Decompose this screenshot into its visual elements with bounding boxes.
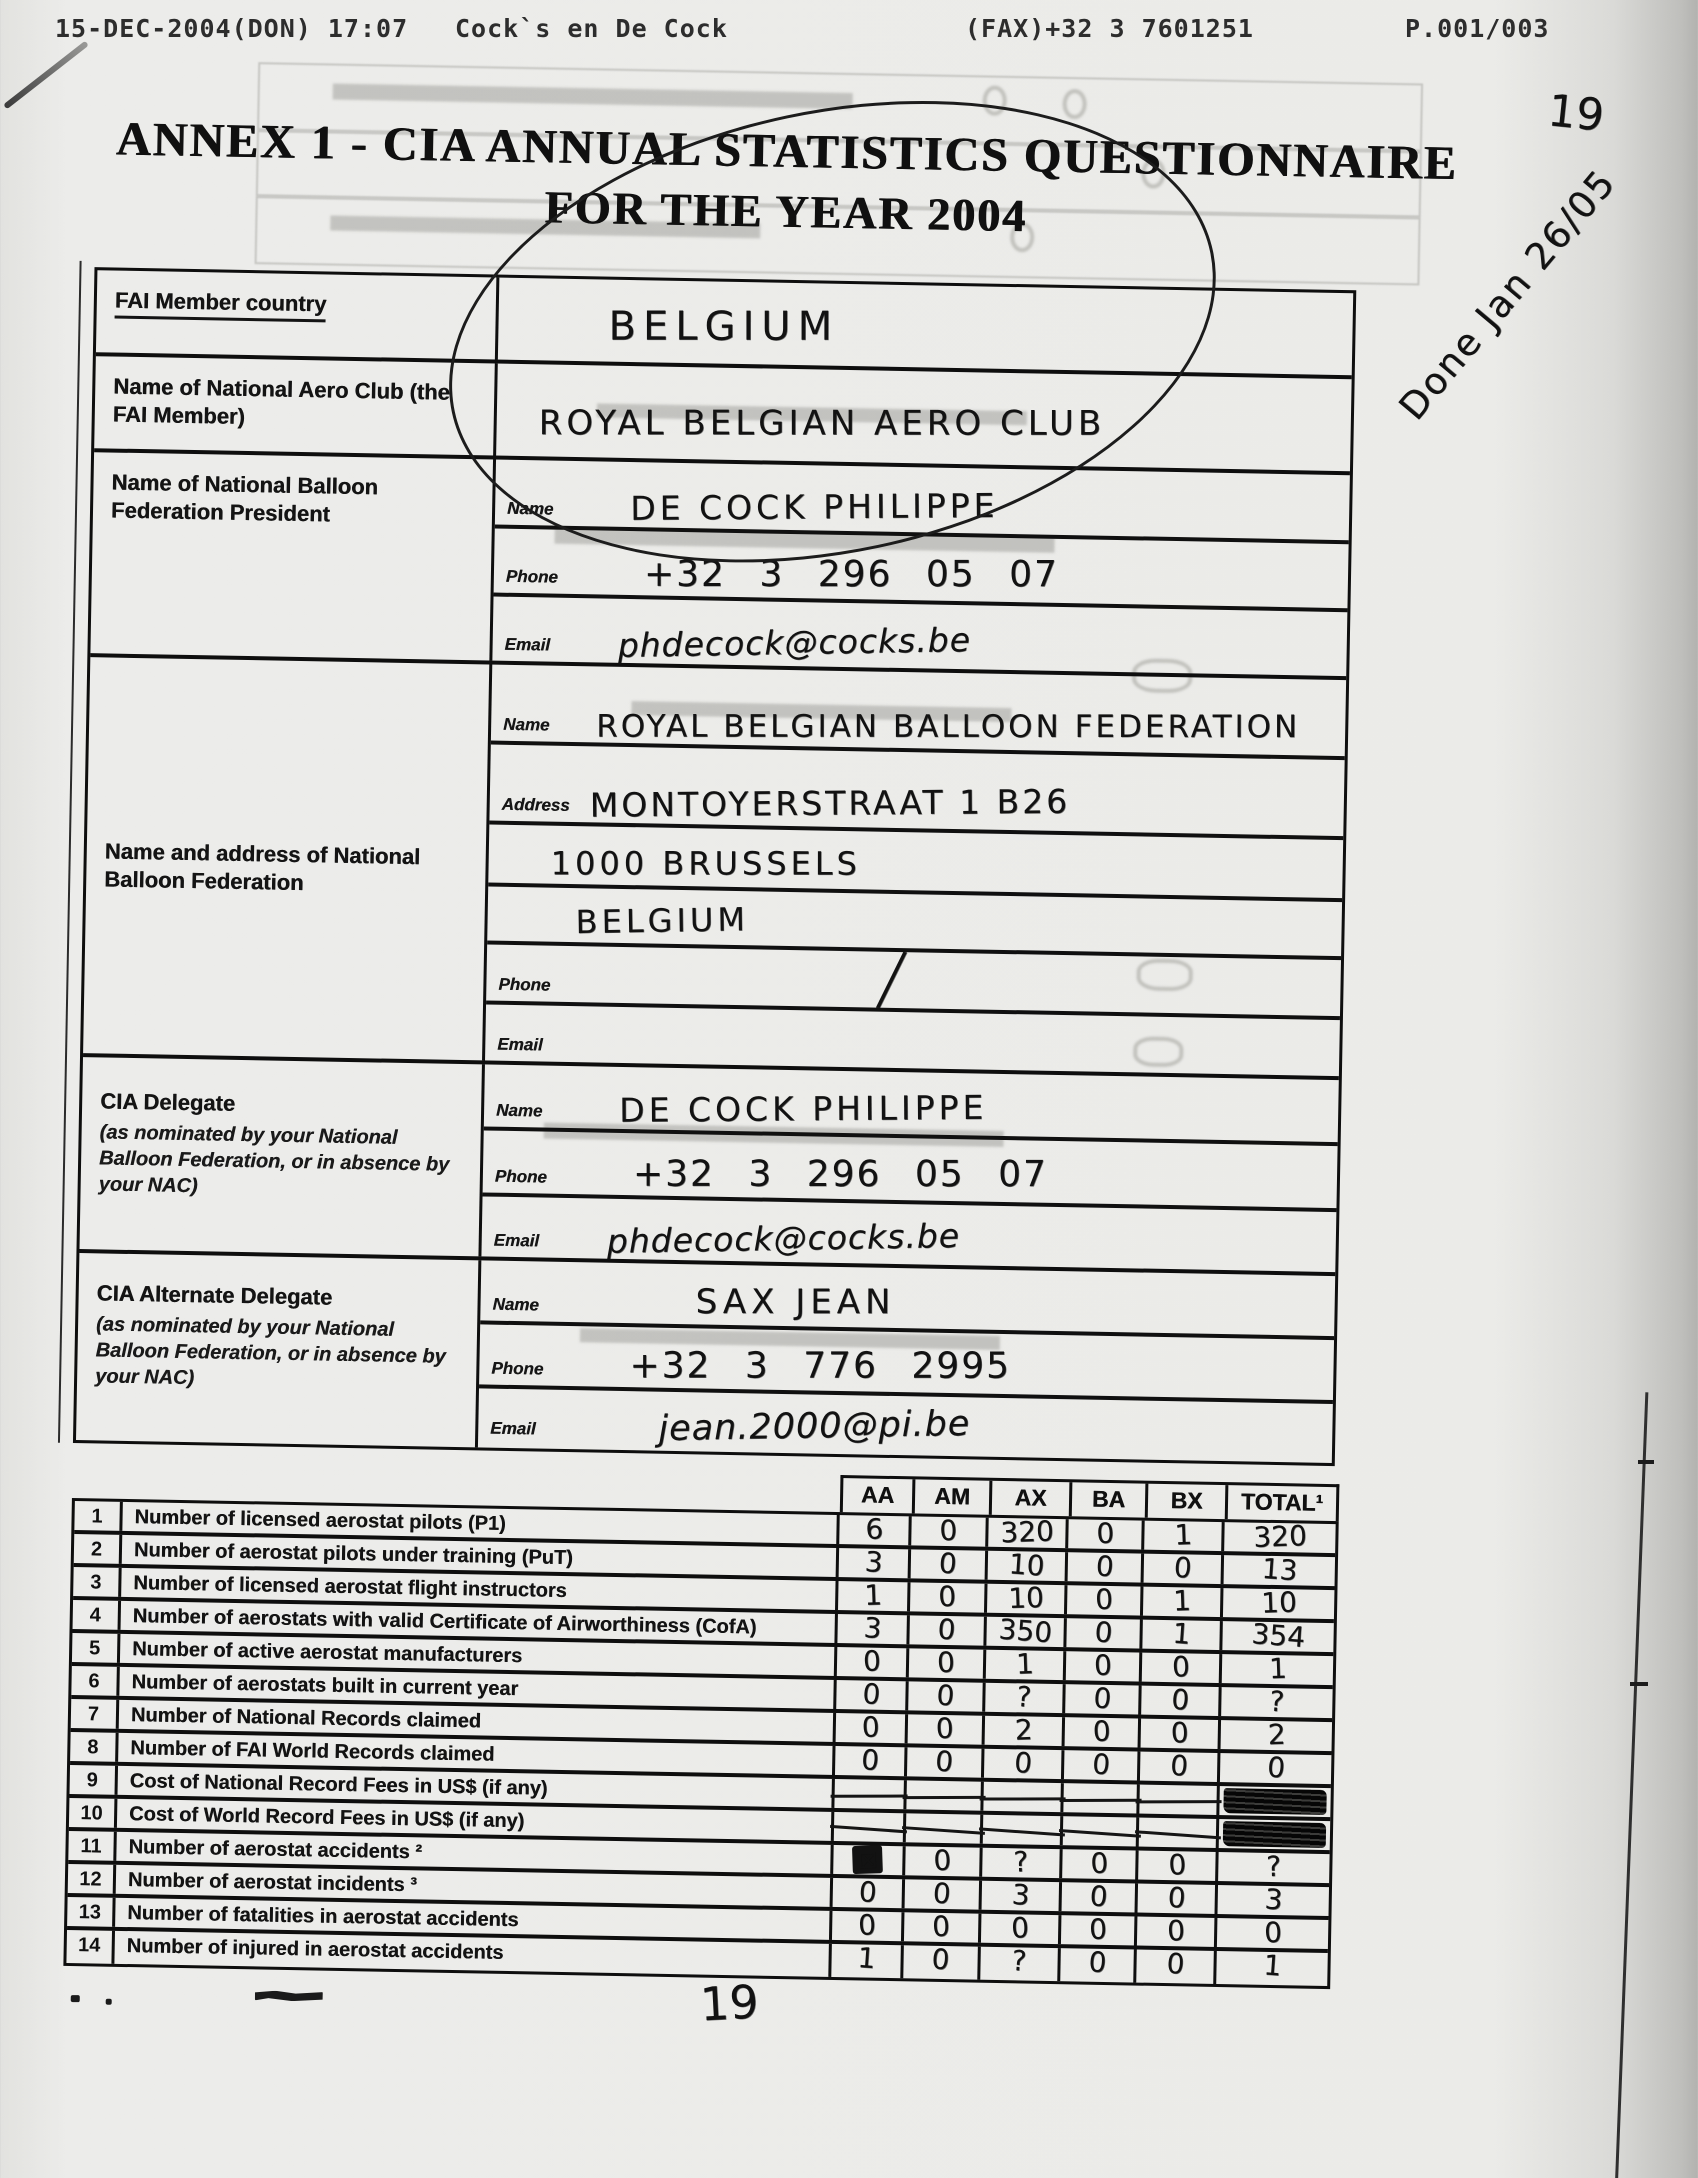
row-label: Number of active aerostat manufacturers: [120, 1634, 837, 1676]
stats-body: [63, 1498, 1338, 1989]
row-label: Cost of National Record Fees in US$ (if any): [118, 1766, 835, 1808]
subfield-label: Name: [495, 1100, 543, 1121]
statistics-table: [63, 1461, 1339, 1989]
handwritten-president-name: DE COCK PHILIPPE: [630, 485, 999, 528]
cell-am: 0: [935, 1678, 956, 1713]
cell-am: 0: [937, 1579, 957, 1614]
cell-am: 0: [934, 1744, 955, 1779]
cell-ax: ?: [1012, 1845, 1029, 1879]
handwritten-alternate-name: SAX JEAN: [695, 1282, 896, 1323]
cell-total: ?: [1265, 1849, 1282, 1884]
subfield-label: Email: [497, 1034, 543, 1055]
cell-ba: 0: [1088, 1912, 1108, 1947]
cell-total: 2: [1266, 1717, 1286, 1752]
row-number: 1: [74, 1501, 123, 1531]
fold-tick-mark: [1638, 1460, 1654, 1464]
handwritten-president-email: phdecock@cocks.be: [617, 620, 972, 665]
cell-am: 0: [931, 1909, 951, 1944]
cell-aa: 0: [857, 1875, 878, 1910]
row-label: Number of licensed aerostat flight instructors: [121, 1568, 838, 1610]
handwritten-delegate-email: phdecock@cocks.be: [606, 1216, 961, 1261]
cell-aa: [831, 1795, 908, 1798]
row-number: 14: [66, 1930, 115, 1964]
cell-bx: 1: [1172, 1584, 1192, 1618]
cell-ba: 0: [1089, 1846, 1109, 1881]
cell-am: 0: [930, 1942, 951, 1977]
handwritten-federation-name: ROYAL BELGIAN BALLOON FEDERATION: [596, 708, 1301, 746]
row-number: 10: [69, 1798, 118, 1828]
cell-bx: 1: [1173, 1518, 1193, 1552]
handwritten-president-phone: +32 3 296 05 07: [643, 553, 1059, 596]
subfield-address: [489, 745, 1344, 841]
subfield-label: Email: [493, 1230, 540, 1251]
field-label: Name of National Balloon Federation President: [110, 469, 379, 527]
subfield-name: [491, 665, 1346, 761]
column-header-bx: BX: [1148, 1484, 1229, 1519]
subfield-label: Address: [501, 794, 570, 815]
cell-aa: 3: [863, 1545, 884, 1580]
row-label: Number of licensed aerostat pilots (P1): [122, 1502, 839, 1544]
cell-aa: 0: [862, 1644, 882, 1678]
cell-aa: 0: [857, 1908, 877, 1942]
handwritten-federation-street: MONTOYERSTRAAT 1 B26: [589, 781, 1071, 825]
handwritten-delegate-name: DE COCK PHILIPPE: [619, 1087, 988, 1130]
column-header-ax: AX: [992, 1481, 1073, 1516]
footer-fragment: [255, 1990, 323, 2001]
cell-ax: 2: [1013, 1713, 1033, 1747]
fax-timestamp: 15-DEC-2004(DON) 17:07: [55, 14, 409, 43]
handwritten-aero-club: ROYAL BELGIAN AERO CLUB: [538, 403, 1106, 444]
fold-tick-mark: [1630, 1682, 1648, 1686]
cell-am: 0: [937, 1546, 958, 1581]
field-label: CIA Delegate: [99, 1088, 236, 1116]
cell-aa: [830, 1825, 907, 1833]
cell-am: 0: [936, 1612, 957, 1647]
cell-ba: [1059, 1829, 1141, 1838]
cell-ba: [1060, 1799, 1142, 1802]
cell-bx: 0: [1166, 1913, 1186, 1948]
cell-ax: 10: [1007, 1547, 1046, 1583]
footer-fragment: [71, 1995, 80, 2002]
subfield-label: Name: [492, 1294, 540, 1315]
column-header-total: TOTAL¹: [1240, 1488, 1324, 1516]
row-number: 2: [74, 1534, 123, 1564]
row-number: 12: [68, 1864, 117, 1894]
subfield-label: Phone: [494, 1166, 548, 1187]
cell-bx: 1: [1171, 1616, 1192, 1651]
row-label: Number of aerostat pilots under training (PuT): [122, 1535, 839, 1577]
fax-number: (FAX)+32 3 7601251: [965, 14, 1254, 43]
handwritten-alternate-email: jean.2000@pi.be: [658, 1403, 971, 1450]
row-label: Number of fatalities in aerostat accidents: [115, 1898, 832, 1940]
row-number: 7: [71, 1699, 120, 1729]
row-label: Number of aerostats built in current year: [119, 1667, 836, 1709]
title-line-1: ANNEX 1 - CIA ANNUAL STATISTICS QUESTIONNAIRE: [115, 112, 1459, 191]
cell-ax: 3: [1010, 1877, 1031, 1912]
subfield-label: Name: [503, 714, 550, 735]
row-label: Number of aerostats with valid Certificate of Airworthiness (CofA): [121, 1601, 838, 1643]
cell-aa: 1: [863, 1578, 883, 1612]
cell-total: 3: [1263, 1882, 1284, 1917]
row-number: 13: [67, 1897, 116, 1927]
handwritten-federation-country: BELGIUM: [575, 900, 750, 942]
form-row-cia-alternate-delegate: [76, 1249, 1335, 1463]
fax-page-counter: P.001/003: [1405, 14, 1550, 43]
cell-bx: 0: [1171, 1650, 1190, 1684]
cell-bx: [1136, 1800, 1222, 1803]
cell-am: 0: [938, 1513, 958, 1548]
cell-ba: 0: [1091, 1681, 1113, 1716]
handwritten-member-country: BELGIUM: [608, 303, 840, 350]
row-label: Number of National Records claimed: [119, 1700, 836, 1742]
row-label: Number of aerostat accidents ²: [116, 1832, 833, 1874]
cell-am: [902, 1826, 985, 1835]
row-number: 8: [70, 1732, 119, 1762]
cell-total: 13: [1260, 1551, 1299, 1588]
cell-ax: ?: [1015, 1679, 1033, 1714]
cell-ax: 10: [1007, 1580, 1045, 1616]
column-header-ba: BA: [1072, 1482, 1149, 1517]
column-header-aa: AA: [843, 1478, 916, 1513]
cell-total: 0: [1263, 1915, 1283, 1950]
cell-bx: 0: [1167, 1847, 1187, 1882]
cell-total: 1: [1262, 1948, 1283, 1983]
cell-ax: 320: [999, 1514, 1055, 1550]
row-number: 5: [72, 1633, 121, 1663]
cell-ax: [980, 1797, 1066, 1800]
row-number: 3: [73, 1567, 122, 1597]
subfield-label: Phone: [491, 1358, 544, 1379]
cell-bx: 0: [1169, 1682, 1190, 1717]
cell-ba: 0: [1088, 1879, 1109, 1914]
cell-ba: 0: [1094, 1582, 1114, 1617]
cell-bx: [1135, 1830, 1221, 1839]
title-line-2: FOR THE YEAR 2004: [543, 181, 1028, 242]
handwritten-federation-city: 1000 BRUSSELS: [550, 844, 861, 883]
cell-aa: 1: [856, 1941, 877, 1976]
cell-ax: 0: [1010, 1911, 1030, 1945]
row-number: 4: [73, 1600, 122, 1630]
cell-aa: 6: [864, 1512, 884, 1546]
cell-ba: 0: [1093, 1648, 1112, 1683]
cell-bx: 0: [1165, 1946, 1186, 1981]
cell-ba: 0: [1091, 1714, 1111, 1749]
cell-total: 0: [1265, 1750, 1286, 1785]
form-row-federation-address: [83, 653, 1346, 1076]
cell-total: ?: [1268, 1684, 1286, 1719]
cell-ax: ?: [1010, 1943, 1028, 1978]
cell-ax: 1: [1015, 1647, 1034, 1681]
cell-bx: 0: [1168, 1748, 1189, 1783]
handwritten-done-note: Done Jan 26/05: [1390, 161, 1625, 429]
cell-ax: [979, 1827, 1065, 1836]
cell-bx: 0: [1169, 1716, 1189, 1750]
cell-aa: 0: [860, 1677, 882, 1712]
row-number: 11: [68, 1831, 117, 1861]
column-header-am: AM: [915, 1479, 993, 1514]
subfield-label: Email: [490, 1418, 536, 1439]
cell-aa: 0: [859, 1743, 880, 1778]
field-label: CIA Alternate Delegate: [96, 1280, 333, 1310]
cell-ax: 350: [997, 1612, 1054, 1650]
handwritten-alternate-phone: +32 3 776 2995: [629, 1345, 1012, 1387]
row-label: Cost of World Record Fees in US$ (if any): [117, 1799, 834, 1841]
handwritten-page-number-bottom: 19: [698, 1974, 760, 2032]
row-label: Number of injured in aerostat accidents: [114, 1931, 831, 1977]
subfield-label: Phone: [498, 974, 551, 995]
cell-ba: 0: [1093, 1615, 1114, 1650]
field-label: Name and address of National Balloon Federation: [104, 838, 421, 895]
subfield-label: Name: [506, 498, 554, 519]
cell-total: 10: [1260, 1585, 1298, 1620]
cell-ba: 0: [1095, 1516, 1115, 1551]
subfield-label: Phone: [505, 566, 559, 587]
form-row-cia-delegate: [79, 1053, 1338, 1272]
row-number: 9: [70, 1765, 119, 1795]
row-label: Number of FAI World Records claimed: [118, 1733, 835, 1775]
subfield-label: Email: [504, 634, 551, 655]
cell-ba: 0: [1094, 1549, 1115, 1584]
footer-fragment: [106, 1999, 112, 2005]
row-label: Number of aerostat incidents ³: [116, 1865, 833, 1907]
handwritten-slash: /: [872, 934, 911, 1022]
cell-am: 0: [936, 1645, 956, 1680]
field-label: Name of National Aero Club (the FAI Member): [112, 373, 451, 429]
cell-ba: 0: [1090, 1747, 1111, 1782]
cell-ax: 0: [1012, 1745, 1033, 1781]
cell-am: 0: [931, 1876, 952, 1911]
cell-am: 0: [935, 1711, 955, 1746]
cell-aa: 3: [862, 1611, 883, 1646]
cell-total: 1: [1268, 1651, 1287, 1686]
cell-total: 354: [1250, 1617, 1306, 1654]
field-note: (as nominated by your National Balloon Federation, or in absence by your NAC): [94, 1312, 446, 1389]
cell-aa: 0: [860, 1710, 880, 1744]
field-note: (as nominated by your National Balloon Federation, or in absence by your NAC): [98, 1120, 450, 1197]
cell-aa-scribbled: ⊠: [852, 1845, 883, 1874]
cell-bx: 0: [1166, 1880, 1187, 1915]
row-number: 6: [71, 1666, 120, 1696]
cell-ba: 0: [1087, 1945, 1108, 1980]
fax-sender-id: Cock`s en De Cock: [455, 14, 728, 43]
cell-bx: 0: [1172, 1550, 1193, 1585]
field-label: FAI Member country: [115, 288, 327, 323]
handwritten-page-number-top: 19: [1545, 85, 1607, 142]
cell-total: 320: [1252, 1519, 1308, 1555]
handwritten-delegate-phone: +32 3 296 05 07: [632, 1153, 1048, 1196]
cell-am: 0: [932, 1843, 952, 1878]
cell-am: [903, 1796, 986, 1799]
